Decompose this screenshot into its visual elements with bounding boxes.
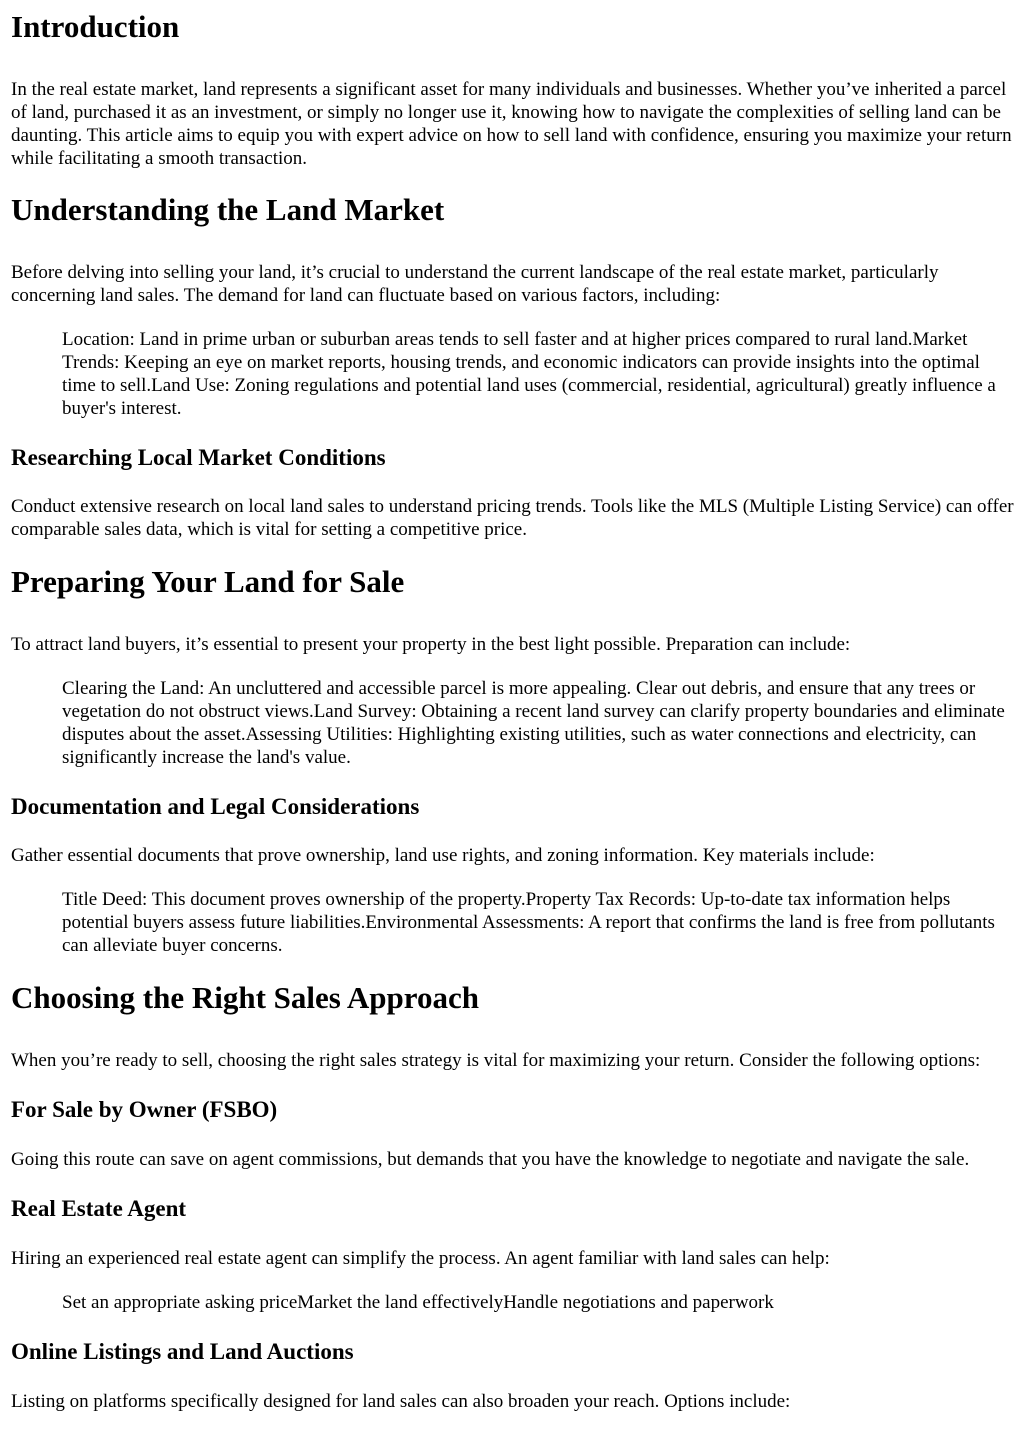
heading-documentation-legal: Documentation and Legal Considerations (11, 794, 420, 819)
paragraph-online-listings: Listing on platforms specifically designed for land sales can also broaden your reach. Options include: (11, 1391, 791, 1412)
heading-online-listings: Online Listings and Land Auctions (11, 1339, 354, 1364)
heading-researching-local: Researching Local Market Conditions (11, 445, 386, 470)
paragraph-researching-local: Conduct extensive research on local land sales to understand pricing trends. Tools like the MLS (Multiple Listing Service) can offer comparable sales data, which is vital for setting a competitive price. (11, 496, 1014, 540)
paragraph-introduction: In the real estate market, land represents a significant asset for many individuals and businesses. Whether you’ve inherited a parcel of land, purchased it as an investment, or simply no longer use it, knowing how to navigate the complexities of selling land can be daunting. This article aims to equip you with expert advice on how to sell land with confidence, ensuring you maximize your return while facilitating a smooth transaction. (11, 79, 1012, 169)
heading-understanding-market: Understanding the Land Market (11, 192, 445, 227)
blockquote-agent-help-items: Set an appropriate asking priceMarket the land effectivelyHandle negotiations and paperwork (62, 1292, 774, 1313)
heading-real-estate-agent: Real Estate Agent (11, 1196, 187, 1221)
heading-preparing-land: Preparing Your Land for Sale (11, 564, 405, 599)
blockquote-documentation-items: Title Deed: This document proves ownership of the property.Property Tax Records: Up-to-date tax information helps potential buyers assess future liabilities.Environmental Assessments: A report that confirms the land is free from pollutants can alleviate buyer concerns. (62, 889, 995, 956)
paragraph-fsbo: Going this route can save on agent commissions, but demands that you have the knowledge to negotiate and navigate the sale. (11, 1149, 970, 1170)
heading-fsbo: For Sale by Owner (FSBO) (11, 1097, 278, 1122)
paragraph-choosing-approach: When you’re ready to sell, choosing the right sales strategy is vital for maximizing your return. Consider the following options: (11, 1050, 981, 1071)
blockquote-preparation-items: Clearing the Land: An uncluttered and accessible parcel is more appealing. Clear out debris, and ensure that any trees or vegetation do not obstruct views.Land Survey: Obtaining a recent land survey can clarify property boundaries and eliminate disputes about the asset.Assessing Utilities: Highlighting existing utilities, such as water connections and electricity, can significantly increase the land's value. (62, 678, 1005, 768)
paragraph-documentation-legal: Gather essential documents that prove ownership, land use rights, and zoning information. Key materials include: (11, 845, 875, 866)
heading-introduction: Introduction (11, 9, 180, 44)
heading-choosing-approach: Choosing the Right Sales Approach (11, 980, 479, 1015)
blockquote-market-factors: Location: Land in prime urban or suburban areas tends to sell faster and at higher prices compared to rural land.Market Trends: Keeping an eye on market reports, housing trends, and economic indicators can provide insights into the optimal time to sell.Land Use: Zoning regulations and potential land uses (commercial, residential, agricultural) greatly influence a buyer's interest. (62, 329, 996, 419)
paragraph-real-estate-agent: Hiring an experienced real estate agent can simplify the process. An agent familiar with land sales can help: (11, 1248, 830, 1269)
paragraph-understanding-market: Before delving into selling your land, it’s crucial to understand the current landscape of the real estate market, particularly concerning land sales. The demand for land can fluctuate based on various factors, including: (11, 262, 939, 306)
article (0, 9, 1024, 1413)
paragraph-preparing-land: To attract land buyers, it’s essential to present your property in the best light possible. Preparation can include: (11, 634, 851, 655)
